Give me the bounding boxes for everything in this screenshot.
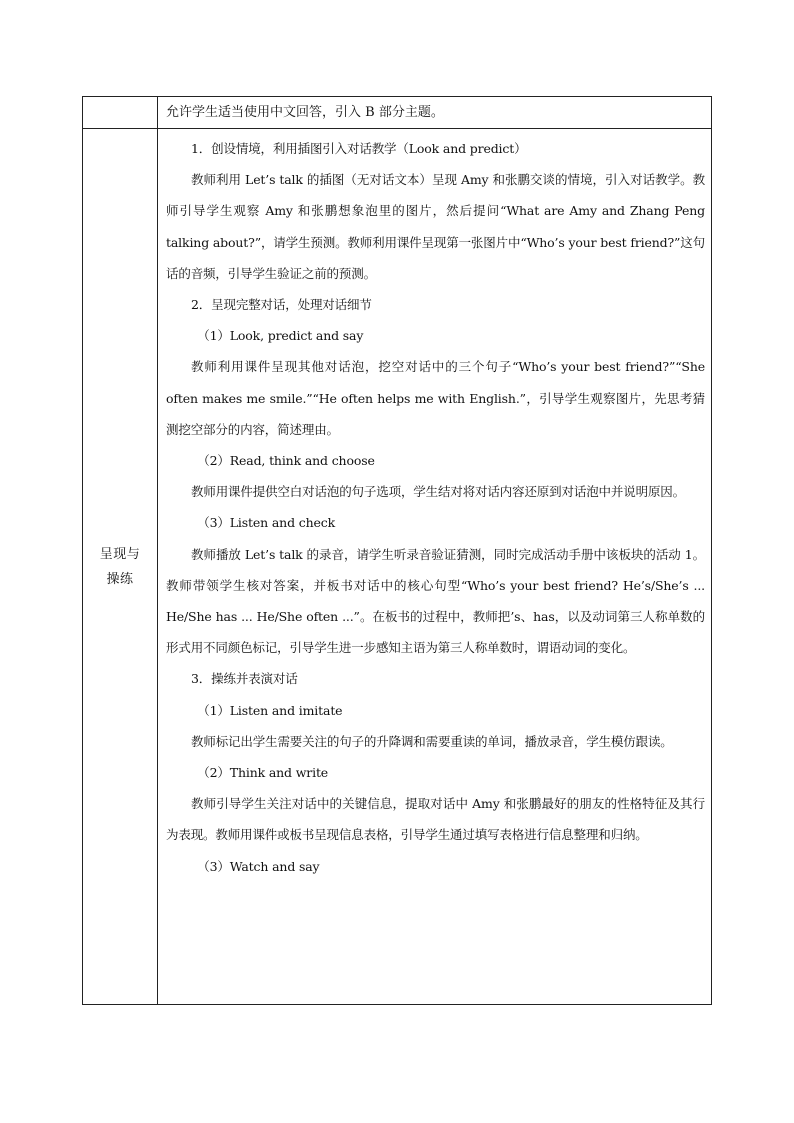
paragraph: 教师标记出学生需要关注的句子的升降调和需要重读的单词，播放录音，学生模仿跟读。 bbox=[191, 733, 673, 749]
content-cell bbox=[158, 97, 712, 129]
paragraph: 教师播放 Let’s talk 的录音，请学生听录音验证猜测，同时完成活动手册中该板块的活动 1。教师带领学生核对答案，并板书对话中的核心句型“Who’s your best friend? He’s/She’s ... He/She has ... He/She often ...”。在板书的过程中，教师把’s、has，以及动词第三人称单数的形式用不同颜色标记，引导学生进一步感知主语为第三人称单数时，谓语动词的变化。 bbox=[166, 546, 705, 656]
stage-label-line2: 操练 bbox=[106, 571, 134, 587]
paragraph: 教师用课件提供空白对话泡的句子选项，学生结对将对话内容还原到对话泡中并说明原因。 bbox=[191, 484, 686, 500]
paragraph: 教师引导学生关注对话中的关键信息，提取对话中 Amy 和张鹏最好的朋友的性格特征及其行为表现。教师用课件或板书呈现信息表格，引导学生通过填写表格进行信息整理和归纳。 bbox=[166, 796, 705, 843]
stage-cell bbox=[83, 97, 158, 129]
content-cell bbox=[158, 129, 712, 1005]
intro-text: 允许学生适当使用中文回答，引入 B 部分主题。 bbox=[166, 105, 444, 120]
lesson-plan-table bbox=[82, 96, 712, 1005]
stage-label-line1: 呈现与 bbox=[99, 546, 141, 562]
subsection-heading: （3）Watch and say bbox=[197, 858, 320, 874]
table-row bbox=[83, 97, 712, 129]
paragraph: 教师利用课件呈现其他对话泡，挖空对话中的三个句子“Who’s your best friend?”“She often makes me smile.”“He often helps me with English.”，引导学生观察图片，先思考猜测挖空部分的内容，简述理由。 bbox=[166, 359, 705, 437]
subsection-heading: （1）Listen and imitate bbox=[197, 702, 343, 718]
stage-cell bbox=[83, 129, 158, 1005]
section-heading: 2．呈现完整对话，处理对话细节 bbox=[191, 297, 372, 313]
paragraph: 教师利用 Let’s talk 的插图（无对话文本）呈现 Amy 和张鹏交谈的情境，引入对话教学。教师引导学生观察 Amy 和张鹏想象泡里的图片，然后提问“What are Amy and Zhang Peng talking about?”，请学生预测。教师利用课件呈现第一张图片中“Who’s your best friend?”这句话的音频，引导学生验证之前的预测。 bbox=[166, 172, 705, 281]
subsection-heading: （2）Read, think and choose bbox=[197, 453, 375, 469]
subsection-heading: （2）Think and write bbox=[197, 765, 329, 781]
table-row bbox=[83, 129, 712, 1005]
section-heading: 3．操练并表演对话 bbox=[191, 671, 298, 687]
subsection-heading: （1）Look, predict and say bbox=[197, 328, 364, 344]
subsection-heading: （3）Listen and check bbox=[197, 515, 336, 531]
section-heading: 1．创设情境，利用插图引入对话教学（Look and predict） bbox=[191, 141, 527, 156]
